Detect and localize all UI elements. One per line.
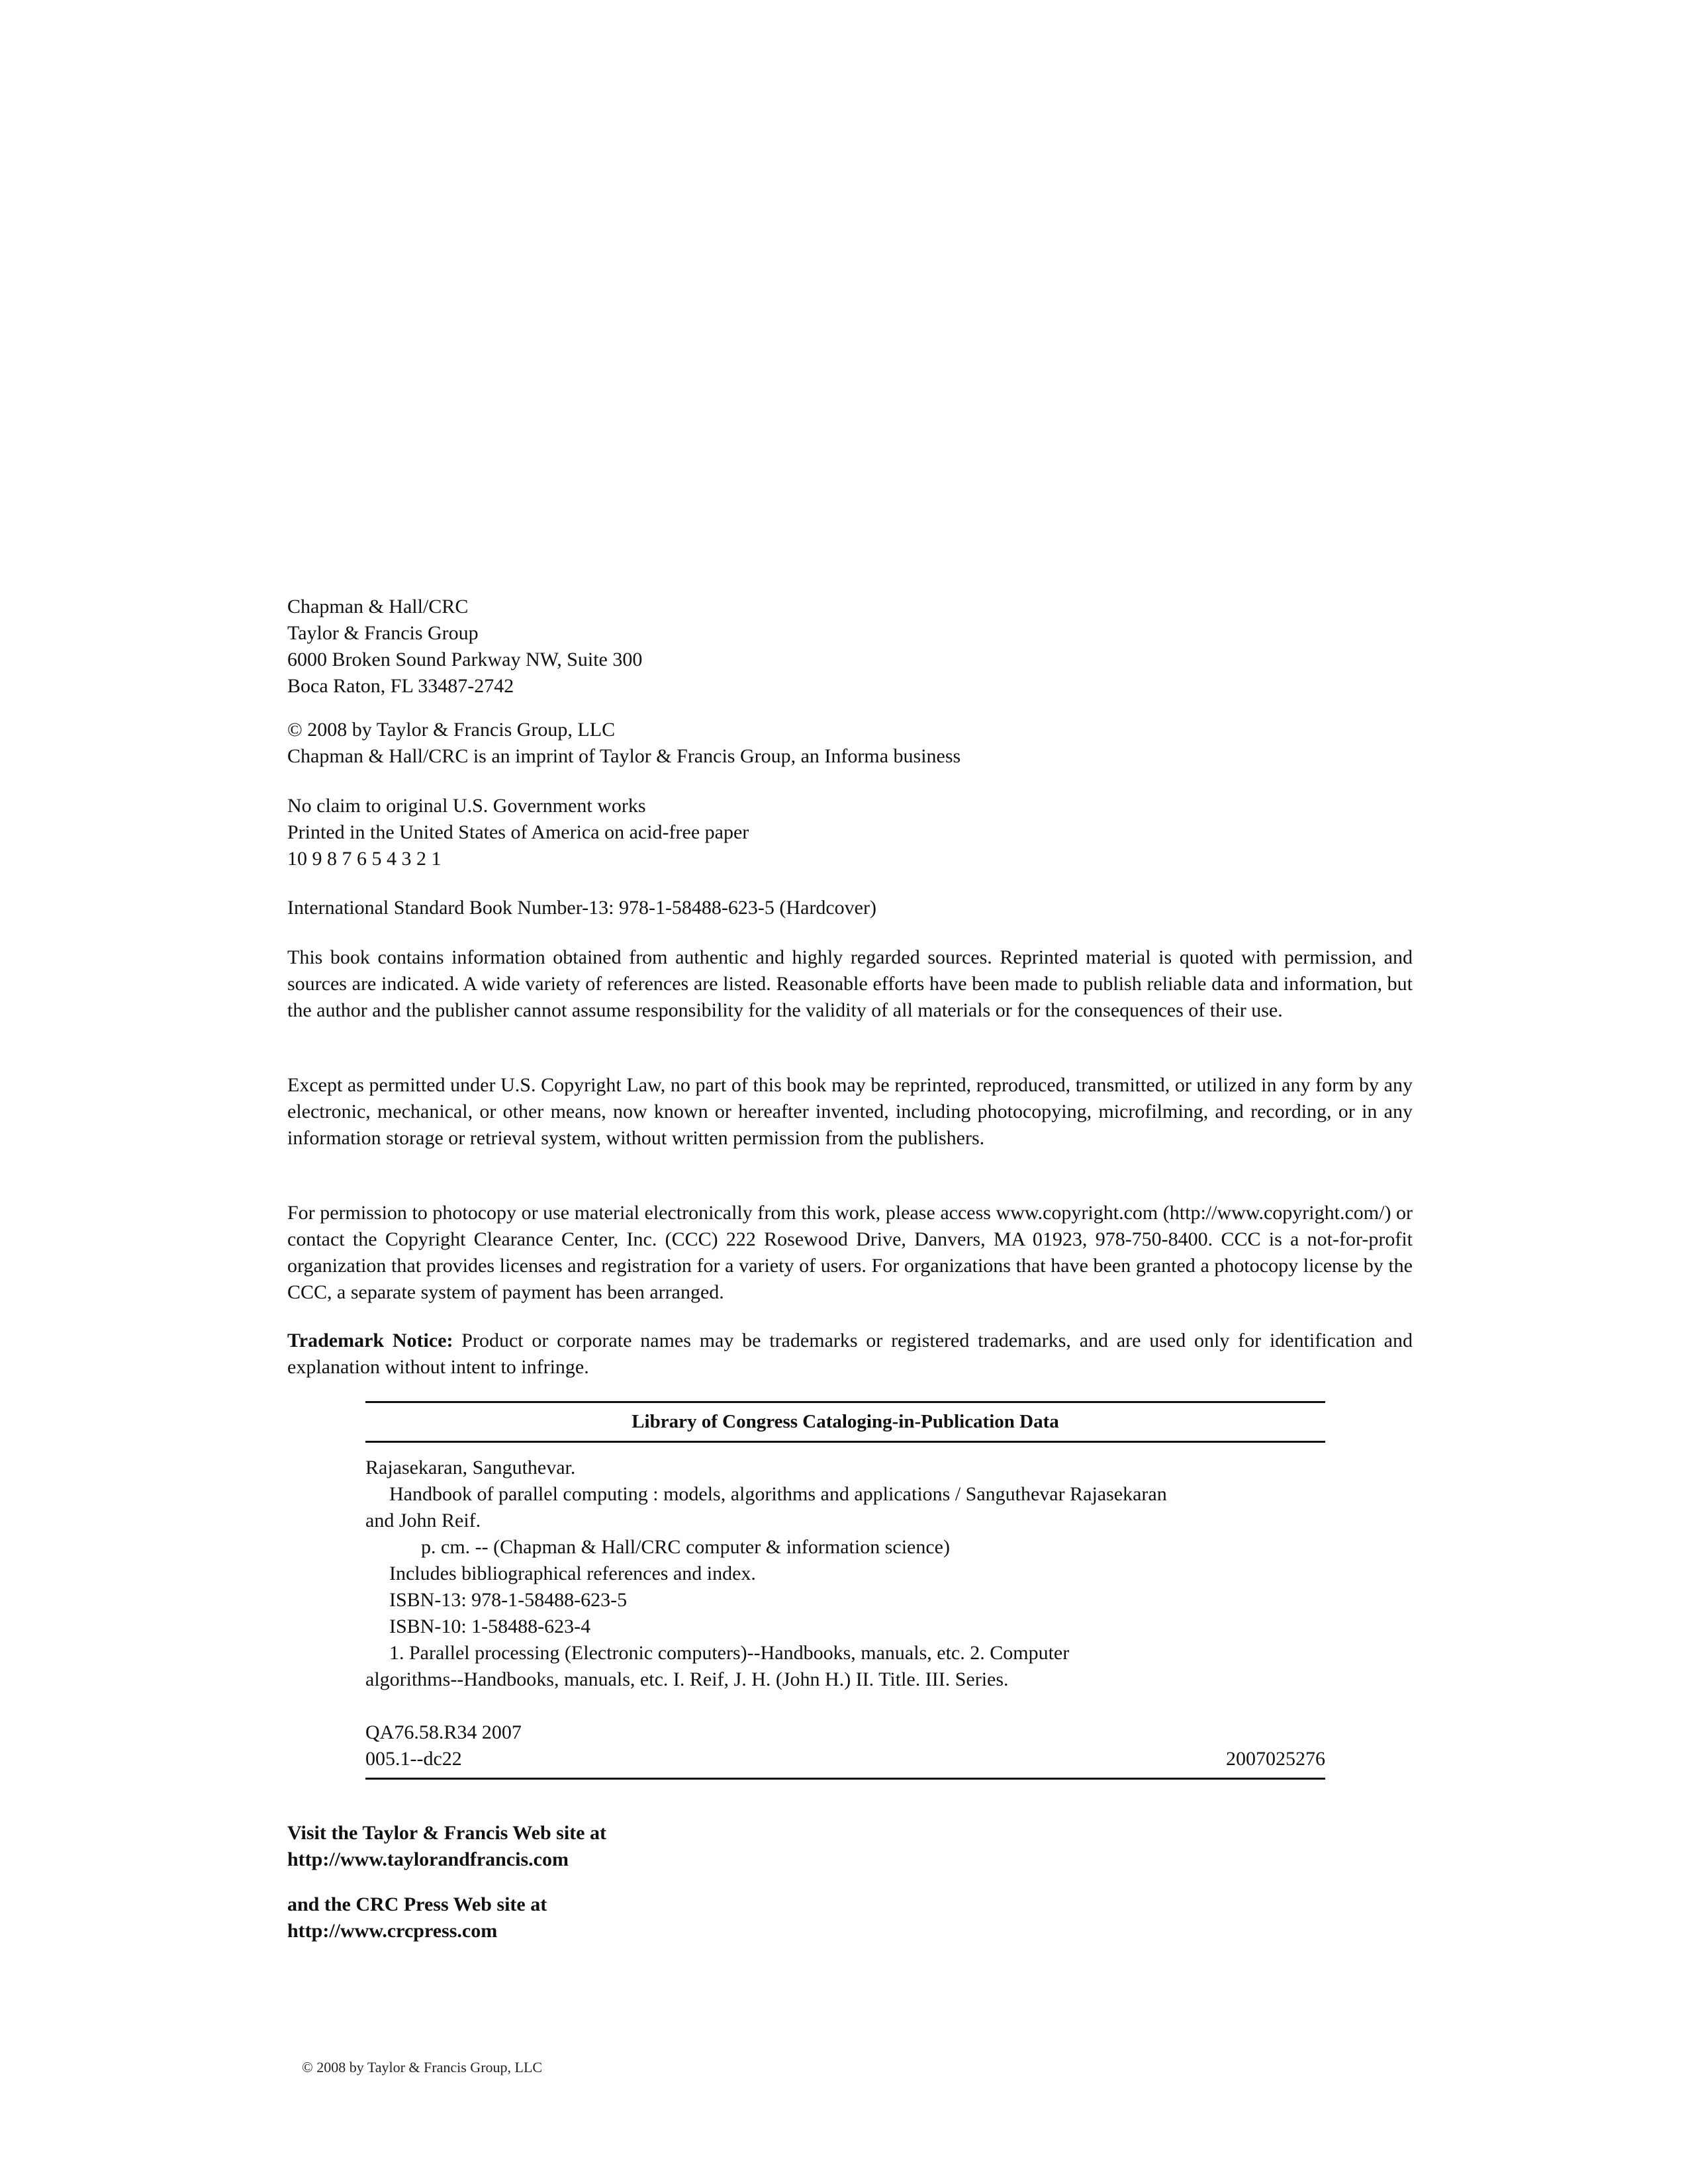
cip-heading-rule <box>365 1441 1325 1443</box>
no-claim: No claim to original U.S. Government works <box>287 795 646 817</box>
cip-dewey-row <box>365 1746 1325 1772</box>
cip-isbn13: ISBN-13: 978-1-58488-623-5 <box>389 1589 628 1611</box>
cip-subjects-line2: algorithms--Handbooks, manuals, etc. I. Reif, J. H. (John H.) II. Title. III. Series. <box>365 1668 1009 1690</box>
imprint-note: Chapman & Hall/CRC is an imprint of Taylor & Francis Group, an Informa business <box>287 745 961 767</box>
cip-call-numbers <box>365 1719 1325 1772</box>
copyright-law-paragraph: Except as permitted under U.S. Copyright Law, no part of this book may be reprinted, reproduced, transmitted, or utilized in any form by any electronic, mechanical, or other means, now known or hereafter invented, including photocopying, microfilming, and recording, or in any information storage or retrieval system, without written permission from the publishers. <box>287 1074 1413 1149</box>
printing-block <box>287 793 1413 872</box>
publisher-city: Boca Raton, FL 33487-2742 <box>287 675 514 697</box>
tf-website-url[interactable]: http://www.taylorandfrancis.com <box>287 1848 569 1870</box>
trademark-paragraph <box>287 1328 1413 1381</box>
publisher-group: Taylor & Francis Group <box>287 622 479 644</box>
isbn-line: International Standard Book Number-13: 978-1-58488-623-5 (Hardcover) <box>287 897 876 919</box>
crc-website-block <box>287 1891 1413 1944</box>
cip-author: Rajasekaran, Sanguthevar. <box>365 1457 576 1479</box>
cip-series: p. cm. -- (Chapman & Hall/CRC computer & information science) <box>421 1536 950 1558</box>
cip-dewey: 005.1--dc22 <box>365 1748 462 1770</box>
publisher-imprint: Chapman & Hall/CRC <box>287 596 469 617</box>
cip-top-rule <box>365 1401 1325 1403</box>
cip-heading: Library of Congress Cataloging-in-Publication Data <box>632 1411 1059 1432</box>
tf-website-label: Visit the Taylor & Francis Web site at <box>287 1822 606 1844</box>
cip-lccn: 2007025276 <box>1226 1748 1325 1770</box>
tf-website-block <box>287 1820 1413 1873</box>
cip-title-line2: and John Reif. <box>365 1510 481 1531</box>
cip-bottom-rule <box>365 1778 1325 1780</box>
publisher-street: 6000 Broken Sound Parkway NW, Suite 300 <box>287 649 643 670</box>
crc-website-label: and the CRC Press Web site at <box>287 1893 547 1915</box>
cip-call-number: QA76.58.R34 2007 <box>365 1721 522 1743</box>
copyright-block <box>287 717 1413 770</box>
cip-title-line1: Handbook of parallel computing : models, algorithms and applications / Sanguthevar Rajasekaran <box>389 1483 1167 1505</box>
printed-in: Printed in the United States of America on acid-free paper <box>287 821 749 843</box>
sources-paragraph: This book contains information obtained from authentic and highly regarded sources. Reprinted material is quoted with permission, and sources are indicated. A wide variety of references are listed. Reasonable efforts have been made to publish reliable data and information, but the author and the publisher cannot assume responsibility for the validity of all materials or for the consequences of their use. <box>287 946 1413 1021</box>
print-line: 10 9 8 7 6 5 4 3 2 1 <box>287 848 442 870</box>
cip-isbn10: ISBN-10: 1-58488-623-4 <box>389 1615 591 1637</box>
cip-subjects-line1: 1. Parallel processing (Electronic computers)--Handbooks, manuals, etc. 2. Computer <box>389 1642 1070 1664</box>
crc-website-url[interactable]: http://www.crcpress.com <box>287 1920 498 1942</box>
publisher-address <box>287 594 1413 700</box>
isbn-block <box>287 895 1413 921</box>
cip-record <box>365 1455 1325 1693</box>
trademark-label: Trademark Notice: <box>287 1330 453 1351</box>
cip-bibliography: Includes bibliographical references and index. <box>389 1563 756 1584</box>
copyright-line: © 2008 by Taylor & Francis Group, LLC <box>287 719 616 741</box>
trademark-text: Product or corporate names may be trademarks or registered trademarks, and are used only for identification and explanation without intent to infringe. <box>287 1330 1413 1378</box>
permission-paragraph: For permission to photocopy or use material electronically from this work, please access www.copyright.com (http://www.copyright.com/) or contact the Copyright Clearance Center, Inc. (CCC) 222 Rosewood Drive, Danvers, MA 01923, 978-750-8400. CCC is a not-for-profit organization that provides licenses and registration for a variety of users. For organizations that have been granted a photocopy license by the CCC, a separate system of payment has been arranged. <box>287 1202 1413 1303</box>
page-footer: © 2008 by Taylor & Francis Group, LLC <box>302 2059 543 2075</box>
